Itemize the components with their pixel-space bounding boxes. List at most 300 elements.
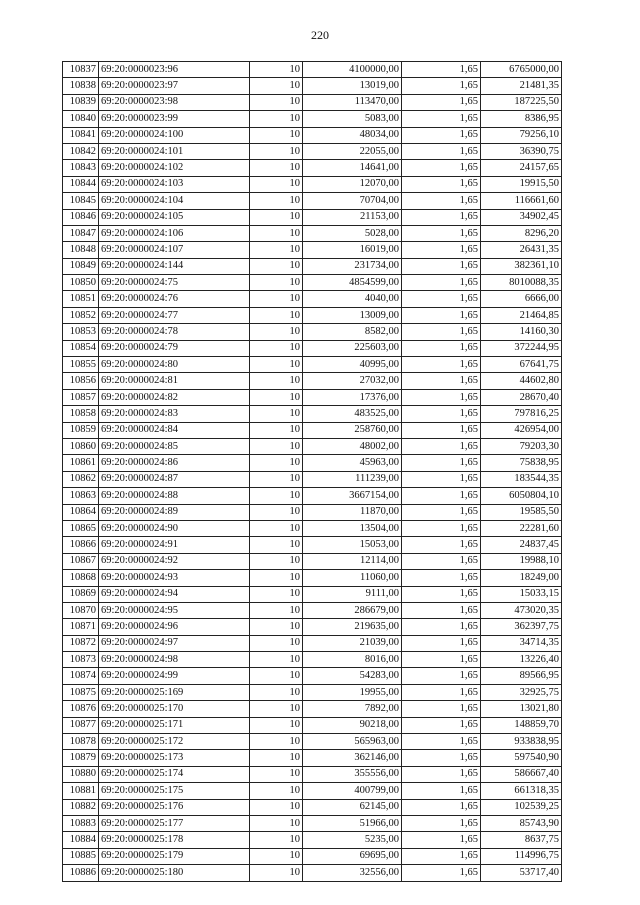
cadastral-number-cell: 69:20:0000024:100 <box>99 127 250 143</box>
table-row <box>63 684 562 700</box>
coefficient-cell: 10 <box>250 406 303 422</box>
rate-value-cell: 1,65 <box>402 275 481 291</box>
table-row <box>63 143 562 159</box>
row-number-cell: 10868 <box>63 570 99 586</box>
rate-value-cell: 1,65 <box>402 193 481 209</box>
rate-value-cell: 1,65 <box>402 668 481 684</box>
rate-value-cell: 1,65 <box>402 422 481 438</box>
total-value-cell: 473020,35 <box>481 602 562 618</box>
total-value-cell: 661318,35 <box>481 783 562 799</box>
table-row <box>63 225 562 241</box>
area-value-cell: 12070,00 <box>303 176 402 192</box>
row-number-cell: 10859 <box>63 422 99 438</box>
cadastral-number-cell: 69:20:0000024:80 <box>99 357 250 373</box>
total-value-cell: 19585,50 <box>481 504 562 520</box>
row-number-cell: 10860 <box>63 438 99 454</box>
coefficient-cell: 10 <box>250 357 303 373</box>
area-value-cell: 13009,00 <box>303 307 402 323</box>
row-number-cell: 10871 <box>63 619 99 635</box>
total-value-cell: 18249,00 <box>481 570 562 586</box>
total-value-cell: 8637,75 <box>481 832 562 848</box>
rate-value-cell: 1,65 <box>402 815 481 831</box>
cadastral-number-cell: 69:20:0000023:99 <box>99 111 250 127</box>
row-number-cell: 10853 <box>63 324 99 340</box>
area-value-cell: 4854599,00 <box>303 275 402 291</box>
row-number-cell: 10858 <box>63 406 99 422</box>
rate-value-cell: 1,65 <box>402 520 481 536</box>
table-row <box>63 520 562 536</box>
total-value-cell: 44602,80 <box>481 373 562 389</box>
rate-value-cell: 1,65 <box>402 537 481 553</box>
total-value-cell: 67641,75 <box>481 357 562 373</box>
table-row <box>63 94 562 110</box>
area-value-cell: 45963,00 <box>303 455 402 471</box>
rate-value-cell: 1,65 <box>402 635 481 651</box>
cadastral-number-cell: 69:20:0000024:77 <box>99 307 250 323</box>
area-value-cell: 7892,00 <box>303 701 402 717</box>
cadastral-number-cell: 69:20:0000024:93 <box>99 570 250 586</box>
rate-value-cell: 1,65 <box>402 865 481 881</box>
area-value-cell: 48034,00 <box>303 127 402 143</box>
total-value-cell: 79203,30 <box>481 438 562 454</box>
area-value-cell: 8582,00 <box>303 324 402 340</box>
rate-value-cell: 1,65 <box>402 242 481 258</box>
table-row <box>63 783 562 799</box>
area-value-cell: 219635,00 <box>303 619 402 635</box>
coefficient-cell: 10 <box>250 471 303 487</box>
total-value-cell: 586667,40 <box>481 766 562 782</box>
coefficient-cell: 10 <box>250 865 303 881</box>
total-value-cell: 13226,40 <box>481 652 562 668</box>
row-number-cell: 10880 <box>63 766 99 782</box>
cadastral-number-cell: 69:20:0000025:174 <box>99 766 250 782</box>
total-value-cell: 6765000,00 <box>481 62 562 78</box>
row-number-cell: 10863 <box>63 488 99 504</box>
row-number-cell: 10881 <box>63 783 99 799</box>
cadastral-number-cell: 69:20:0000024:86 <box>99 455 250 471</box>
cadastral-number-cell: 69:20:0000025:179 <box>99 848 250 864</box>
cadastral-number-cell: 69:20:0000024:103 <box>99 176 250 192</box>
coefficient-cell: 10 <box>250 324 303 340</box>
table-row <box>63 586 562 602</box>
row-number-cell: 10847 <box>63 225 99 241</box>
rate-value-cell: 1,65 <box>402 652 481 668</box>
row-number-cell: 10869 <box>63 586 99 602</box>
total-value-cell: 28670,40 <box>481 389 562 405</box>
rate-value-cell: 1,65 <box>402 717 481 733</box>
table-row <box>63 291 562 307</box>
row-number-cell: 10856 <box>63 373 99 389</box>
table-row <box>63 504 562 520</box>
row-number-cell: 10841 <box>63 127 99 143</box>
table-row <box>63 242 562 258</box>
total-value-cell: 26431,35 <box>481 242 562 258</box>
coefficient-cell: 10 <box>250 652 303 668</box>
rate-value-cell: 1,65 <box>402 799 481 815</box>
table-row <box>63 62 562 78</box>
cadastral-number-cell: 69:20:0000025:170 <box>99 701 250 717</box>
area-value-cell: 231734,00 <box>303 258 402 274</box>
cadastral-number-cell: 69:20:0000024:102 <box>99 160 250 176</box>
cadastral-number-cell: 69:20:0000024:96 <box>99 619 250 635</box>
total-value-cell: 426954,00 <box>481 422 562 438</box>
cadastral-number-cell: 69:20:0000024:97 <box>99 635 250 651</box>
table-row <box>63 471 562 487</box>
rate-value-cell: 1,65 <box>402 602 481 618</box>
coefficient-cell: 10 <box>250 602 303 618</box>
total-value-cell: 22281,60 <box>481 520 562 536</box>
rate-value-cell: 1,65 <box>402 307 481 323</box>
area-value-cell: 17376,00 <box>303 389 402 405</box>
cadastral-number-cell: 69:20:0000025:172 <box>99 734 250 750</box>
total-value-cell: 6050804,10 <box>481 488 562 504</box>
area-value-cell: 111239,00 <box>303 471 402 487</box>
row-number-cell: 10878 <box>63 734 99 750</box>
total-value-cell: 114996,75 <box>481 848 562 864</box>
coefficient-cell: 10 <box>250 209 303 225</box>
coefficient-cell: 10 <box>250 291 303 307</box>
coefficient-cell: 10 <box>250 848 303 864</box>
rate-value-cell: 1,65 <box>402 291 481 307</box>
table-row <box>63 406 562 422</box>
total-value-cell: 597540,90 <box>481 750 562 766</box>
table-row <box>63 635 562 651</box>
total-value-cell: 8386,95 <box>481 111 562 127</box>
table-row <box>63 422 562 438</box>
row-number-cell: 10848 <box>63 242 99 258</box>
area-value-cell: 51966,00 <box>303 815 402 831</box>
total-value-cell: 75838,95 <box>481 455 562 471</box>
table-row <box>63 701 562 717</box>
rate-value-cell: 1,65 <box>402 488 481 504</box>
table-row <box>63 848 562 864</box>
cadastral-number-cell: 69:20:0000025:177 <box>99 815 250 831</box>
cadastral-number-cell: 69:20:0000023:98 <box>99 94 250 110</box>
row-number-cell: 10851 <box>63 291 99 307</box>
table-body <box>63 62 562 882</box>
total-value-cell: 34714,35 <box>481 635 562 651</box>
total-value-cell: 53717,40 <box>481 865 562 881</box>
table-row <box>63 111 562 127</box>
row-number-cell: 10850 <box>63 275 99 291</box>
table-row <box>63 258 562 274</box>
table-row <box>63 865 562 881</box>
area-value-cell: 113470,00 <box>303 94 402 110</box>
table-row <box>63 275 562 291</box>
table-row <box>63 652 562 668</box>
coefficient-cell: 10 <box>250 111 303 127</box>
row-number-cell: 10843 <box>63 160 99 176</box>
cadastral-number-cell: 69:20:0000024:107 <box>99 242 250 258</box>
rate-value-cell: 1,65 <box>402 504 481 520</box>
row-number-cell: 10879 <box>63 750 99 766</box>
area-value-cell: 69695,00 <box>303 848 402 864</box>
area-value-cell: 13019,00 <box>303 78 402 94</box>
table-row <box>63 160 562 176</box>
total-value-cell: 89566,95 <box>481 668 562 684</box>
cadastral-number-cell: 69:20:0000024:81 <box>99 373 250 389</box>
total-value-cell: 116661,60 <box>481 193 562 209</box>
area-value-cell: 5028,00 <box>303 225 402 241</box>
cadastral-number-cell: 69:20:0000024:76 <box>99 291 250 307</box>
cadastral-number-cell: 69:20:0000023:96 <box>99 62 250 78</box>
rate-value-cell: 1,65 <box>402 783 481 799</box>
rate-value-cell: 1,65 <box>402 340 481 356</box>
coefficient-cell: 10 <box>250 176 303 192</box>
area-value-cell: 15053,00 <box>303 537 402 553</box>
cadastral-number-cell: 69:20:0000024:94 <box>99 586 250 602</box>
coefficient-cell: 10 <box>250 832 303 848</box>
rate-value-cell: 1,65 <box>402 111 481 127</box>
cadastral-number-cell: 69:20:0000024:104 <box>99 193 250 209</box>
area-value-cell: 258760,00 <box>303 422 402 438</box>
rate-value-cell: 1,65 <box>402 553 481 569</box>
area-value-cell: 19955,00 <box>303 684 402 700</box>
table-row <box>63 750 562 766</box>
rate-value-cell: 1,65 <box>402 832 481 848</box>
total-value-cell: 24837,45 <box>481 537 562 553</box>
area-value-cell: 14641,00 <box>303 160 402 176</box>
coefficient-cell: 10 <box>250 78 303 94</box>
coefficient-cell: 10 <box>250 520 303 536</box>
area-value-cell: 54283,00 <box>303 668 402 684</box>
total-value-cell: 933838,95 <box>481 734 562 750</box>
table-row <box>63 357 562 373</box>
area-value-cell: 27032,00 <box>303 373 402 389</box>
coefficient-cell: 10 <box>250 701 303 717</box>
total-value-cell: 372244,95 <box>481 340 562 356</box>
coefficient-cell: 10 <box>250 815 303 831</box>
row-number-cell: 10842 <box>63 143 99 159</box>
cadastral-number-cell: 69:20:0000024:79 <box>99 340 250 356</box>
table-row <box>63 78 562 94</box>
rate-value-cell: 1,65 <box>402 389 481 405</box>
area-value-cell: 4040,00 <box>303 291 402 307</box>
table-row <box>63 127 562 143</box>
row-number-cell: 10844 <box>63 176 99 192</box>
row-number-cell: 10884 <box>63 832 99 848</box>
cadastral-number-cell: 69:20:0000024:90 <box>99 520 250 536</box>
total-value-cell: 797816,25 <box>481 406 562 422</box>
cadastral-number-cell: 69:20:0000025:176 <box>99 799 250 815</box>
row-number-cell: 10877 <box>63 717 99 733</box>
table-row <box>63 537 562 553</box>
rate-value-cell: 1,65 <box>402 258 481 274</box>
coefficient-cell: 10 <box>250 668 303 684</box>
row-number-cell: 10838 <box>63 78 99 94</box>
cadastral-number-cell: 69:20:0000024:82 <box>99 389 250 405</box>
rate-value-cell: 1,65 <box>402 78 481 94</box>
coefficient-cell: 10 <box>250 242 303 258</box>
rate-value-cell: 1,65 <box>402 357 481 373</box>
area-value-cell: 21039,00 <box>303 635 402 651</box>
row-number-cell: 10874 <box>63 668 99 684</box>
row-number-cell: 10839 <box>63 94 99 110</box>
cadastral-number-cell: 69:20:0000024:78 <box>99 324 250 340</box>
coefficient-cell: 10 <box>250 62 303 78</box>
cadastral-number-cell: 69:20:0000024:88 <box>99 488 250 504</box>
cadastral-number-cell: 69:20:0000024:87 <box>99 471 250 487</box>
total-value-cell: 8010088,35 <box>481 275 562 291</box>
area-value-cell: 11060,00 <box>303 570 402 586</box>
coefficient-cell: 10 <box>250 438 303 454</box>
coefficient-cell: 10 <box>250 504 303 520</box>
table-row <box>63 176 562 192</box>
cadastral-number-cell: 69:20:0000025:171 <box>99 717 250 733</box>
rate-value-cell: 1,65 <box>402 160 481 176</box>
rate-value-cell: 1,65 <box>402 209 481 225</box>
total-value-cell: 382361,10 <box>481 258 562 274</box>
row-number-cell: 10855 <box>63 357 99 373</box>
coefficient-cell: 10 <box>250 783 303 799</box>
cadastral-number-cell: 69:20:0000024:89 <box>99 504 250 520</box>
coefficient-cell: 10 <box>250 455 303 471</box>
area-value-cell: 362146,00 <box>303 750 402 766</box>
coefficient-cell: 10 <box>250 635 303 651</box>
row-number-cell: 10865 <box>63 520 99 536</box>
total-value-cell: 183544,35 <box>481 471 562 487</box>
table-row <box>63 389 562 405</box>
cadastral-number-cell: 69:20:0000025:169 <box>99 684 250 700</box>
rate-value-cell: 1,65 <box>402 143 481 159</box>
table-row <box>63 619 562 635</box>
total-value-cell: 21481,35 <box>481 78 562 94</box>
rate-value-cell: 1,65 <box>402 471 481 487</box>
table-row <box>63 373 562 389</box>
total-value-cell: 32925,75 <box>481 684 562 700</box>
row-number-cell: 10875 <box>63 684 99 700</box>
total-value-cell: 36390,75 <box>481 143 562 159</box>
cadastral-number-cell: 69:20:0000024:105 <box>99 209 250 225</box>
rate-value-cell: 1,65 <box>402 586 481 602</box>
row-number-cell: 10882 <box>63 799 99 815</box>
table-row <box>63 668 562 684</box>
rate-value-cell: 1,65 <box>402 848 481 864</box>
total-value-cell: 362397,75 <box>481 619 562 635</box>
coefficient-cell: 10 <box>250 225 303 241</box>
area-value-cell: 8016,00 <box>303 652 402 668</box>
row-number-cell: 10840 <box>63 111 99 127</box>
rate-value-cell: 1,65 <box>402 324 481 340</box>
coefficient-cell: 10 <box>250 307 303 323</box>
row-number-cell: 10873 <box>63 652 99 668</box>
total-value-cell: 24157,65 <box>481 160 562 176</box>
total-value-cell: 79256,10 <box>481 127 562 143</box>
rate-value-cell: 1,65 <box>402 127 481 143</box>
coefficient-cell: 10 <box>250 586 303 602</box>
area-value-cell: 286679,00 <box>303 602 402 618</box>
area-value-cell: 32556,00 <box>303 865 402 881</box>
row-number-cell: 10861 <box>63 455 99 471</box>
area-value-cell: 48002,00 <box>303 438 402 454</box>
area-value-cell: 355556,00 <box>303 766 402 782</box>
total-value-cell: 148859,70 <box>481 717 562 733</box>
rate-value-cell: 1,65 <box>402 455 481 471</box>
total-value-cell: 14160,30 <box>481 324 562 340</box>
area-value-cell: 22055,00 <box>303 143 402 159</box>
area-value-cell: 21153,00 <box>303 209 402 225</box>
cadastral-number-cell: 69:20:0000024:75 <box>99 275 250 291</box>
coefficient-cell: 10 <box>250 766 303 782</box>
cadastral-number-cell: 69:20:0000023:97 <box>99 78 250 94</box>
coefficient-cell: 10 <box>250 717 303 733</box>
area-value-cell: 16019,00 <box>303 242 402 258</box>
cadastral-number-cell: 69:20:0000024:101 <box>99 143 250 159</box>
cadastral-number-cell: 69:20:0000024:95 <box>99 602 250 618</box>
row-number-cell: 10845 <box>63 193 99 209</box>
row-number-cell: 10862 <box>63 471 99 487</box>
total-value-cell: 187225,50 <box>481 94 562 110</box>
area-value-cell: 90218,00 <box>303 717 402 733</box>
table-row <box>63 766 562 782</box>
rate-value-cell: 1,65 <box>402 225 481 241</box>
row-number-cell: 10849 <box>63 258 99 274</box>
table-row <box>63 553 562 569</box>
table-row <box>63 340 562 356</box>
cadastral-number-cell: 69:20:0000025:178 <box>99 832 250 848</box>
row-number-cell: 10885 <box>63 848 99 864</box>
rate-value-cell: 1,65 <box>402 438 481 454</box>
coefficient-cell: 10 <box>250 619 303 635</box>
area-value-cell: 62145,00 <box>303 799 402 815</box>
coefficient-cell: 10 <box>250 422 303 438</box>
coefficient-cell: 10 <box>250 799 303 815</box>
rate-value-cell: 1,65 <box>402 176 481 192</box>
total-value-cell: 19915,50 <box>481 176 562 192</box>
rate-value-cell: 1,65 <box>402 406 481 422</box>
rate-value-cell: 1,65 <box>402 570 481 586</box>
cadastral-number-cell: 69:20:0000024:99 <box>99 668 250 684</box>
rate-value-cell: 1,65 <box>402 619 481 635</box>
area-value-cell: 225603,00 <box>303 340 402 356</box>
table-row <box>63 307 562 323</box>
cadastral-number-cell: 69:20:0000024:84 <box>99 422 250 438</box>
table-row <box>63 815 562 831</box>
row-number-cell: 10852 <box>63 307 99 323</box>
area-value-cell: 13504,00 <box>303 520 402 536</box>
area-value-cell: 4100000,00 <box>303 62 402 78</box>
table-row <box>63 209 562 225</box>
table-row <box>63 193 562 209</box>
row-number-cell: 10837 <box>63 62 99 78</box>
total-value-cell: 34902,45 <box>481 209 562 225</box>
row-number-cell: 10883 <box>63 815 99 831</box>
coefficient-cell: 10 <box>250 750 303 766</box>
cadastral-number-cell: 69:20:0000025:180 <box>99 865 250 881</box>
area-value-cell: 70704,00 <box>303 193 402 209</box>
coefficient-cell: 10 <box>250 275 303 291</box>
coefficient-cell: 10 <box>250 258 303 274</box>
table-row <box>63 602 562 618</box>
cadastral-number-cell: 69:20:0000024:98 <box>99 652 250 668</box>
table-row <box>63 324 562 340</box>
area-value-cell: 9111,00 <box>303 586 402 602</box>
row-number-cell: 10876 <box>63 701 99 717</box>
row-number-cell: 10864 <box>63 504 99 520</box>
row-number-cell: 10867 <box>63 553 99 569</box>
total-value-cell: 19988,10 <box>481 553 562 569</box>
cadastral-number-cell: 69:20:0000025:173 <box>99 750 250 766</box>
row-number-cell: 10872 <box>63 635 99 651</box>
row-number-cell: 10870 <box>63 602 99 618</box>
table-row <box>63 455 562 471</box>
table-row <box>63 799 562 815</box>
table-row <box>63 570 562 586</box>
coefficient-cell: 10 <box>250 340 303 356</box>
area-value-cell: 5083,00 <box>303 111 402 127</box>
area-value-cell: 400799,00 <box>303 783 402 799</box>
row-number-cell: 10854 <box>63 340 99 356</box>
